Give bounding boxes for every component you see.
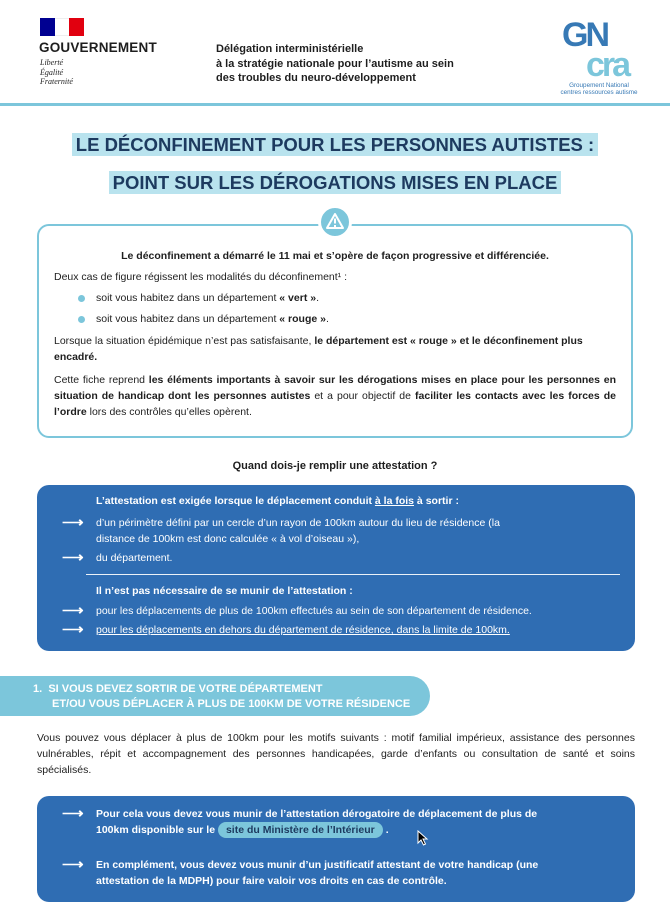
requirement-text: 100km disponible sur le [96, 824, 218, 836]
heading-text: à sortir : [414, 495, 459, 507]
government-name: GOUVERNEMENT [39, 40, 157, 55]
paragraph-text: Lorsque la situation épidémique n’est pas satisfaisante, [54, 335, 315, 347]
question-heading: Quand dois-je remplir une attestation ? [232, 460, 438, 472]
paragraph-text: Cette fiche reprend [54, 374, 149, 386]
heading-underline: à la fois [374, 495, 415, 507]
condition-line: distance de 100km est donc calculée « à vol d’oiseau »), [96, 533, 360, 545]
requirement-disability-proof [96, 857, 621, 889]
mouse-cursor-icon [417, 830, 429, 846]
attestation-not-required-heading: Il n’est pas nécessaire de se munir de l’attestation : [96, 585, 353, 597]
requirement-line [96, 822, 621, 838]
attestation-required-heading [96, 493, 459, 509]
bullet-text: soit vous habitez dans un département [96, 313, 280, 325]
bullet-green-department: soit vous habitez dans un département « vert ». [96, 292, 319, 304]
exemption-outside-department: pour les déplacements en dehors du département de résidence, dans la limite de 100km. [96, 624, 510, 636]
requirement-text: . [385, 824, 389, 836]
delegation-name [216, 42, 454, 86]
panel-divider [86, 574, 620, 575]
republic-motto [40, 58, 73, 87]
gncra-caption [549, 82, 649, 96]
gncra-caption-line: centres ressources autisme [560, 89, 638, 96]
bullet-emphasis: « vert » [279, 292, 317, 304]
delegation-line: des troubles du neuro-développement [216, 72, 416, 84]
bullet-red-department: soit vous habitez dans un département « rouge ». [96, 313, 329, 325]
section-1-heading [33, 682, 410, 712]
ministry-website-link[interactable]: site du Ministère de l’Intérieur [218, 822, 383, 838]
bullet-dot [78, 295, 85, 302]
intro-text: Le déconfinement a démarré le 11 mai et s’opère de façon progressive et différenciée. [121, 250, 549, 262]
motto-fraternite: Fraternité [40, 77, 73, 86]
svg-text:GN: GN [562, 16, 607, 54]
document-title-line-1 [0, 134, 670, 156]
section-number: 1. [33, 683, 43, 695]
requirement-line: attestation de la MDPH) pour faire valoir vos droits en cas de contrôle. [96, 875, 447, 887]
paragraph-text: lors des contrôles qu’elles opèrent. [86, 406, 252, 418]
document-title-line-2 [0, 172, 670, 194]
requirement-line: Pour cela vous devez vous munir de l’attestation dérogatoire de déplacement de plus de [96, 808, 538, 820]
svg-text:cra: cra [586, 46, 629, 84]
french-flag-logo [40, 18, 84, 36]
paragraph-text: et a pour objectif de [310, 390, 416, 402]
cases-text: Deux cas de figure régissent les modalités du déconfinement¹ : [54, 271, 347, 283]
arrow-right-icon: ⟶ [62, 602, 84, 619]
motto-egalite: Égalité [40, 67, 64, 77]
paragraph-emphasis: les éléments importants à savoir sur les dérogations mises en place pour les personnes en situation de handicap dont les personnes autistes [54, 374, 616, 402]
requirement-line: En complément, vous devez vous munir d’un justificatif attestant de votre handicap (une [96, 859, 539, 871]
condition-perimeter [96, 515, 626, 547]
requirement-attestation [96, 806, 621, 838]
arrow-right-icon: ⟶ [62, 621, 84, 638]
arrow-right-icon: ⟶ [62, 805, 84, 822]
condition-line: d’un périmètre défini par un cercle d’un rayon de 100km autour du lieu de résidence (la [96, 517, 500, 529]
arrow-right-icon: ⟶ [62, 514, 84, 531]
exemption-within-department: pour les déplacements de plus de 100km effectués au sein de son département de résidence. [96, 605, 532, 617]
section-title-line: ET/OU VOUS DÉPLACER À PLUS DE 100KM DE VOTRE RÉSIDENCE [52, 698, 411, 710]
red-department-text: Lorsque la situation épidémique n’est pas satisfaisante, le département est « rouge » et le déconfinement plus encadré. [54, 335, 583, 363]
arrow-right-icon: ⟶ [62, 549, 84, 566]
delegation-line: à la stratégie nationale pour l’autisme au sein [216, 57, 454, 70]
paragraph-emphasis: faciliter les contacts avec les forces de l’ordre [54, 390, 616, 418]
title-text: LE DÉCONFINEMENT POUR LES PERSONNES AUTISTES : [72, 133, 598, 156]
gncra-caption-line: Groupement National [569, 82, 629, 89]
motto-liberte: Liberté [40, 58, 64, 67]
sheet-purpose-text [54, 372, 616, 420]
title-text: POINT SUR LES DÉROGATIONS MISES EN PLACE [109, 171, 562, 194]
bullet-emphasis: « rouge » [279, 313, 326, 325]
condition-department: du département. [96, 552, 173, 564]
delegation-line: Délégation interministérielle [216, 43, 364, 55]
bullet-text: soit vous habitez dans un département [96, 292, 280, 304]
travel-reasons-paragraph: Vous pouvez vous déplacer à plus de 100km pour les motifs suivants : motif familial impérieux, assistance des personnes vulnérables, répit et accompagnement des personnes handicapées, garde d’enfants ou consultation de santé et soins spécialisés. [37, 732, 635, 776]
heading-text: L’attestation est exigée lorsque le déplacement conduit [96, 495, 375, 507]
section-title-line: SI VOUS DEVEZ SORTIR DE VOTRE DÉPARTEMENT [48, 683, 323, 695]
warning-icon [318, 205, 352, 239]
arrow-right-icon: ⟶ [62, 856, 84, 873]
paragraph-emphasis: le département est « rouge » et le déconfinement plus encadré [54, 335, 583, 363]
header-divider [0, 103, 670, 106]
bullet-dot [78, 316, 85, 323]
